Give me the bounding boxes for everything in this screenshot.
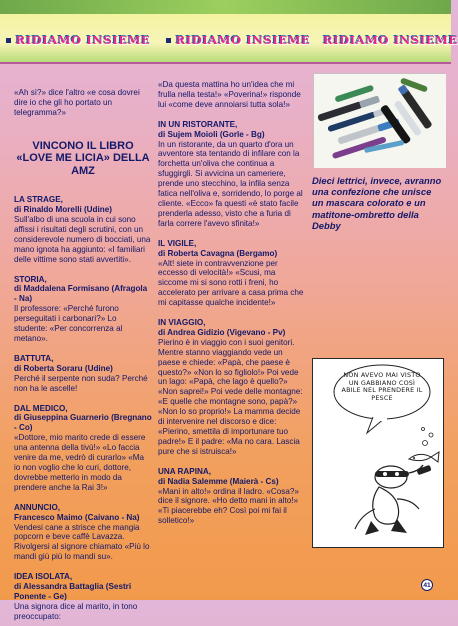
joke-item — [14, 275, 152, 344]
cartoon-panel — [312, 358, 444, 548]
joke-item — [14, 195, 152, 264]
joke-author: di Sujem Moioli (Gorle - Bg) — [158, 129, 265, 139]
mascara-products-image — [314, 74, 446, 168]
intro-text: «Ah sì?» dice l'altro «e cosa dovrei dire io che gli ho portato un telegramma?» — [14, 88, 140, 117]
joke-title: IN UN RISTORANTE, — [158, 119, 238, 129]
section-banner — [0, 14, 458, 62]
joke-author: di Roberta Cavagna (Bergamo) — [158, 248, 278, 258]
joke-item — [14, 404, 152, 493]
banner-text: RIDIAMO INSIEME — [323, 33, 458, 47]
speech-bubble-text: NON AVEVO MAI VISTO UN GABBIANO COSÌ ABILE NEL PRENDERE IL PESCE — [341, 371, 423, 402]
joke-title: STORIA, — [14, 274, 47, 284]
joke-item — [14, 572, 152, 622]
joke-title: LA STRAGE, — [14, 195, 63, 205]
banner-text: RIDIAMO INSIEME — [175, 33, 311, 47]
joke-author: di Maddalena Formisano (Afragola - Na) — [14, 284, 148, 304]
joke-title: IN VIAGGIO, — [158, 318, 206, 328]
joke-item — [14, 354, 152, 394]
joke-author: di Rinaldo Morelli (Udine) — [14, 205, 112, 215]
banner-title-2 — [158, 22, 318, 58]
banner-bullet — [6, 38, 11, 43]
joke-text: Vendesi cane a strisce che mangia popcorn e beve caffè Lavazza. Rivolgersi al signore chiamato «Più lo mandi giù più lo mandi su». — [14, 522, 150, 562]
joke-text: Sull'albo di una scuola in cui sono affissi i risultati degli scrutini, con un considerevole numero di bocciati, una mano ignota ha aggiunto: «I familiari delle vittime sono stati avvertiti». — [14, 215, 151, 264]
joke-text: Pierino è in viaggio con i suoi genitori. Mentre stanno viaggiando vede un paese e chiede: «Papà, che paese è questo?» «Non lo so figliolo!» Poi vede un lago: «Papà, che lago è quello?» «Non saprei!» Poi vede delle montagne: «E quelle che montagne sono, papà?» «Non lo so proprio!» La mamma decide di intervenire nel discorso e dice: «Pierino, smettila di importunare tuo padre!» E il padre: «Ma no cara. Lascia pure che si istruisca!» — [158, 337, 303, 456]
joke-title: IDEA ISOLATA, — [14, 572, 73, 582]
joke-author: di Nadia Salemme (Maierà - Cs) — [158, 476, 279, 486]
joke-text: «Alt! siete in contravvenzione per eccesso di velocità!» «Scusi, ma siccome mi si sono rotti i freni, ho accelerato per arrivare a casa prima che mi capitasse qualche incidente!» — [158, 258, 304, 308]
product-photo — [313, 73, 445, 167]
banner-divider — [0, 62, 451, 64]
banner-bullet — [166, 38, 171, 43]
joke-list — [158, 120, 306, 526]
joke-text: Il professore: «Perché furono perseguitati i carbonari?» Lo studente: «Per concorrenza al metano». — [14, 304, 123, 343]
joke-author: di Andrea Gidizio (Vigevano - Pv) — [158, 327, 286, 337]
joke-item — [158, 120, 306, 229]
joke-text: «Mani in alto!» ordina il ladro. «Cosa?» dice il signore. «Ho detto mani in alto!» «Ti piacerebbe eh? Così poi mi fai il solletico!» — [158, 486, 299, 526]
promo-title: VINCONO IL LIBRO «LOVE ME LICIA» DELLA AMZ — [16, 139, 150, 177]
joke-text: «Dottore, mio marito crede di essere una antenna della tivù!» «Lo faccia venire da me, vedrò di curarlo» «Ma io non voglio che lo curi, dottore, dovrebbe metterlo in modo da prendere anche la Rai 3!» — [14, 433, 146, 492]
banner-title-3 — [318, 22, 458, 58]
page-number: 41 — [421, 579, 433, 591]
joke-list — [14, 195, 152, 621]
top-color-strip — [0, 0, 451, 14]
joke-title: DAL MEDICO, — [14, 403, 68, 413]
joke-item — [158, 239, 306, 308]
joke-title: BATTUTA, — [14, 353, 54, 363]
joke-item — [158, 318, 306, 457]
joke-author: Francesco Maimo (Caivano - Na) — [14, 512, 140, 522]
banner-title-1 — [0, 22, 158, 58]
photo-caption: Dieci lettrici, invece, avranno una confezione che unisce un mascara colorato e un matitone-ombretto della Debby — [312, 175, 442, 231]
intro-text: «Da questa mattina ho un'idea che mi frulla nella testa!» «Poverina!» risponde lui «come deve annoiarsi tutta sola!» — [158, 80, 301, 109]
joke-title: UNA RAPINA, — [158, 466, 211, 476]
column-right — [312, 175, 444, 235]
joke-author: di Roberta Soraru (Udine) — [14, 363, 113, 373]
joke-author: di Giuseppina Guarnerio (Bregnano - Co) — [14, 413, 152, 433]
joke-title: IL VIGILE, — [158, 238, 197, 248]
joke-text: Una signora dice al marito, in tono preoccupato: — [14, 601, 138, 621]
joke-text: Perché il serpente non suda? Perché non ha le ascelle! — [14, 373, 148, 393]
banner-text: RIDIAMO INSIEME — [15, 33, 151, 47]
joke-item — [158, 467, 306, 526]
joke-title: ANNUNCIO, — [14, 502, 61, 512]
column-middle — [158, 80, 306, 530]
joke-author: di Alessandra Battaglia (Sestri Ponente - Ge) — [14, 582, 132, 601]
joke-text: In un ristorante, da un quarto d'ora un avventore sta tentando di infilare con la forchetta un'oliva che continua a sfuggirgli. Si avvicina un cameriere, prende uno stecchino, la infila senza fatica nell'oliva e, sorridendo, lo porge al cliente. «Ecco» fa questi «è stato facile prenderla adesso, visto che a furia di farla correre l'avevo sfinita!» — [158, 139, 303, 228]
joke-item — [14, 503, 152, 562]
column-left — [14, 88, 152, 626]
